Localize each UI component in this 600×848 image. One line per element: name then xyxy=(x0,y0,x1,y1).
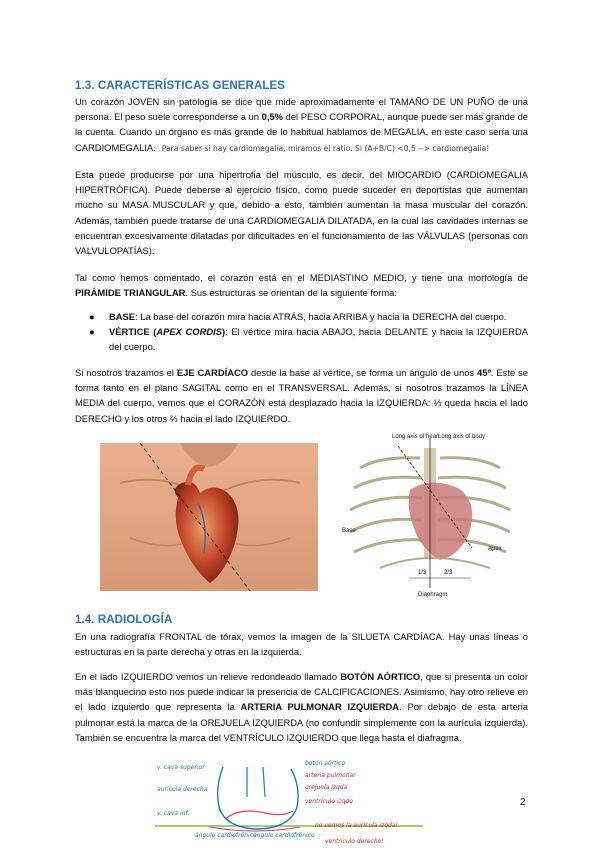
paragraph-text: Un corazón JOVEN sin patología se dice que mide aproximadamente el TAMAÑO DE UN PUÑO de una persona. El peso suele corresponderse a un xyxy=(75,96,528,123)
label-base: Base xyxy=(342,528,356,534)
paragraph-text: . Este se forma tanto en el plano SAGITAL como en el TRANSVERSAL. Además, si nosotros trazamos la LÍNEA MEDIA del cuerpo, vemos que el CORAZÓN está desplazado hacia la IZQUIERDA: ⅓ queda hacia el lado DERECHO y los otros ⅔ hacia el lado IZQUIERDO. xyxy=(75,367,529,424)
bullet-text: : El vértice mira hacia ABAJO, hacia DELANTE y hacia la IZQUIERDA del cuerpo. xyxy=(109,326,528,353)
bullet-term: BASE xyxy=(109,311,136,322)
sketch-label-no-auricula: no vemos la aurícula izqda! xyxy=(315,822,398,829)
bullet-icon: ● xyxy=(89,311,95,322)
bullet-term: VÉRTICE xyxy=(109,326,150,338)
sketch-label-boton-aortico: botón aórtico xyxy=(305,760,346,767)
paragraph-text: Tal como hemos comentado, el corazón está en el MEDIASTINO MEDIO, y tiene una morfología de xyxy=(75,272,528,283)
section-heading-caracteristicas: 1.3. CARACTERÍSTICAS GENERALES xyxy=(75,80,286,92)
paragraph-text: . Por debajo de esta arteria pulmonar está la marca de la OREJUELA IZQUIERDA (no confundir simplemente con la aurícula izquierda). También se encuentra la marca del VENTRÍCULO IZQUIERDO que llega hasta el diafragma. xyxy=(75,701,528,743)
bullet-term-italic: APEX CORDIS xyxy=(156,326,222,338)
paragraph-text: , que si presenta un color más blanquecino esto nos puede indicar la presencia de CALCIFICACIONES. Asimismo, hay otro relieve en el lado izquierdo que representa la xyxy=(75,671,528,713)
sketch-label-auricula-der: aurícula derecha xyxy=(157,786,208,793)
orientation-bullet-list xyxy=(75,309,528,355)
bullet-text: : La base del corazón mira hacia ATRÁS, hacia ARRIBA y hacia la DERECHA del cuerpo. xyxy=(135,311,507,322)
label-diaphragm: Diaphragm xyxy=(418,592,448,598)
section-heading-radiologia: 1.4. RADIOLOGÍA xyxy=(75,614,173,626)
page-number: 2 xyxy=(520,797,526,808)
handwritten-heart-sketch xyxy=(155,757,423,848)
paragraph-text: En el lado IZQUIERDO vemos un relieve redondeado llamado xyxy=(75,671,341,682)
label-long-axis-body: Long axis of body xyxy=(438,434,486,440)
sketch-label-vcava-inf: v. cava inf. xyxy=(157,810,190,817)
heart-chest-illustration xyxy=(100,443,318,591)
paragraph-text: Si nosotros trazamos el xyxy=(75,367,177,378)
thorax-axis-diagram xyxy=(340,428,520,598)
label-long-axis-heart: Long axis of heart xyxy=(392,434,440,440)
bullet-base xyxy=(75,309,528,324)
bold-text: PIRÁMIDE TRIANGULAR xyxy=(75,287,186,299)
sketch-label-ventriculo-der: ventrículo derecho! xyxy=(325,838,384,845)
bold-text: 0,5% xyxy=(261,111,283,123)
paragraph-text: del PESO CORPORAL, aunque puede ser más grande de la cuenta. Cuando un órgano es más grande de lo habitual hablamos de MEGALIA, en este caso sería una CARDIOMEGALIA. xyxy=(75,111,528,153)
bullet-vertice: ● VÉRTICE (APEX CORDIS): El vértice mira hacia ABAJO, hacia DELANTE y hacia la IZQUIERDA del cuerpo. xyxy=(89,326,528,353)
sketch-label-ventriculo-izq: ventrículo izqdo xyxy=(305,798,353,805)
sketch-label-vcava-sup: v. cava superior xyxy=(157,764,205,771)
bold-text: 45º xyxy=(477,367,491,378)
paragraph-text: desde la base al vértice, se forma un ángulo de unos xyxy=(248,367,478,378)
paragraph-morfologia xyxy=(75,270,528,300)
paragraph-size-weight xyxy=(75,94,528,156)
sketch-label-angulo-2: ángulo cardiofrénico xyxy=(253,832,315,839)
sketch-label-angulo-1: ángulo cardiofrénico xyxy=(195,832,257,839)
paragraph-boton-aortico xyxy=(75,669,528,745)
sketch-label-orejuela: orejuela izqda xyxy=(305,784,348,791)
sketch-label-arteria-pulmonar: arteria pulmonar xyxy=(305,772,356,779)
bold-text: EJE CARDÍACO xyxy=(176,367,249,378)
paragraph-text: . Sus estructuras se orientan de la siguiente forma: xyxy=(185,287,397,299)
label-two-thirds: 2/3 xyxy=(444,570,453,576)
label-apex: Apex xyxy=(488,546,502,552)
paragraph-cardiomegalia: Esta puede producirse por una hipertrofia del músculo, es decir, del MIOCARDIO (CARDIOMEGALIA HIPERTRÓFICA). Puede deberse al ejercicio físico, como puede suceder en deportistas que aumentan mucho su MASA MUSCULAR y que, debido a esto, también aumentan la masa muscular del corazón. Además, también puede tratarse de una CARDIOMEGALIA DILATADA, en la cual las cavidades internas se encuentran excesivamente dilatadas por dificultades en el funcionamiento de las VÁLVULAS (personas con VALVULOPATÍAS). xyxy=(75,169,528,257)
label-one-third: 1/3 xyxy=(418,570,427,576)
bold-text: BOTÓN AÓRTICO xyxy=(340,671,421,682)
bullet-icon: ● xyxy=(89,326,95,338)
paragraph-radiografia: En una radiografía FRONTAL de tórax, vemos la imagen de la SILUETA CARDÍACA. Hay unas líneas o estructuras en la parte derecha y otras en la izquierda. xyxy=(75,631,528,658)
handwritten-note: Para saber si hay cardiomegalia, miramos el ratio. Si (A+B/C) <0,5 --> cardiomegalia! xyxy=(161,143,490,153)
bold-text: ARTERIA PULMONAR IZQUIERDA xyxy=(240,701,400,713)
paragraph-eje-cardiaco xyxy=(75,365,528,426)
